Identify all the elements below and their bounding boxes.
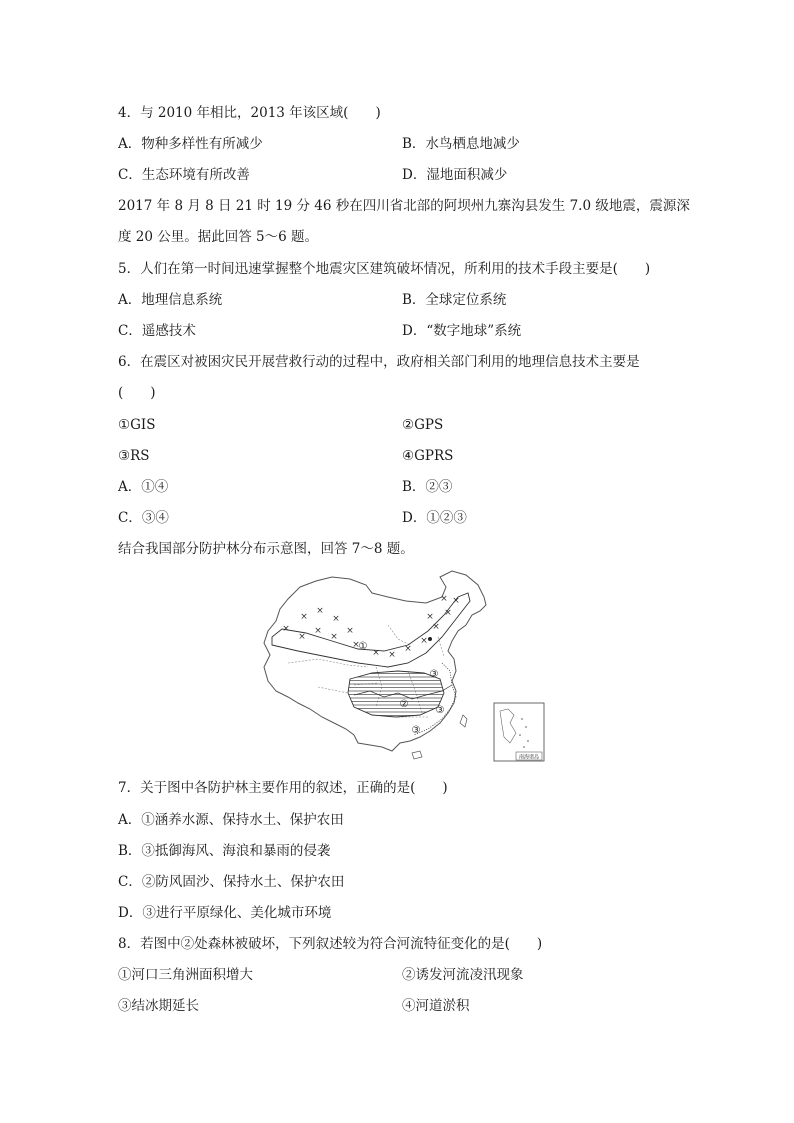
- q6-item-3: ③RS: [118, 448, 150, 464]
- q5-option-c: C．遥感技术: [118, 323, 196, 339]
- svg-text:×: ×: [300, 612, 308, 622]
- svg-text:×: ×: [298, 632, 306, 642]
- q7-option-a: A．①涵养水源、保持水土、保护农田: [118, 812, 344, 828]
- intro-7-8: 结合我国部分防护林分布示意图，回答 7～8 题。: [118, 541, 414, 557]
- svg-text:×: ×: [332, 614, 340, 624]
- hainan-island: [412, 751, 422, 759]
- svg-text:×: ×: [420, 636, 428, 646]
- q7-option-d: D．③进行平原绿化、美化城市环境: [118, 905, 332, 921]
- q5-option-d: D．“数字地球”系统: [402, 323, 522, 339]
- svg-text:×: ×: [346, 626, 354, 636]
- q7-option-c: C．②防风固沙、保持水土、保护农田: [118, 874, 345, 890]
- q6-stem-paren: ( ): [118, 385, 156, 401]
- q4-option-c: C．生态环境有所改善: [118, 167, 250, 183]
- svg-text:×: ×: [330, 632, 338, 642]
- q5-option-a: A．地理信息系统: [118, 292, 223, 308]
- q6-option-d: D．①②③: [402, 510, 467, 526]
- svg-text:×: ×: [388, 650, 396, 660]
- beijing-dot: [428, 637, 432, 641]
- svg-text:×: ×: [440, 594, 448, 604]
- q6-option-c: C．③④: [118, 510, 169, 526]
- taiwan-island: [460, 715, 467, 727]
- q7-option-b: B．③抵御海风、海浪和暴雨的侵袭: [118, 843, 331, 859]
- svg-text:×: ×: [426, 612, 434, 622]
- map-label-3-south: ③: [411, 725, 421, 736]
- q4-stem: 4．与 2010 年相比，2013 年该区域( ): [118, 105, 381, 121]
- map-label-2: ②: [399, 699, 409, 710]
- q6-stem: 6．在震区对被困灾民开展营救行动的过程中，政府相关部门利用的地理信息技术主要是: [118, 354, 640, 370]
- map-label-1: ①: [358, 641, 368, 652]
- q8-item-4: ④河道淤积: [402, 998, 470, 1014]
- q4-option-b: B．水鸟栖息地减少: [402, 136, 520, 152]
- q5-stem: 5．人们在第一时间迅速掌握整个地震灾区建筑破坏情况，所利用的技术手段主要是( ): [118, 261, 651, 277]
- china-shelterbelt-map: [258, 567, 548, 763]
- south-china-sea-inset: [494, 703, 544, 761]
- q8-item-3: ③结冰期延长: [118, 998, 199, 1014]
- svg-text:×: ×: [404, 644, 412, 654]
- inset-caption: 南海诸岛: [518, 754, 540, 761]
- intro-5-6-line2: 度 20 公里。据此回答 5～6 题。: [118, 229, 319, 245]
- q8-item-1: ①河口三角洲面积增大: [118, 967, 253, 983]
- intro-5-6-line1: 2017 年 8 月 8 日 21 时 19 分 46 秒在四川省北部的阿坝州九寨沟县发生 7.0 级地震，震源深: [118, 198, 690, 214]
- map-label-3-southeast: ③: [435, 705, 445, 716]
- svg-text:×: ×: [452, 596, 460, 606]
- q6-item-1: ①GIS: [118, 417, 156, 433]
- map-label-3-east: ③: [429, 669, 439, 680]
- svg-text:×: ×: [352, 640, 360, 650]
- q6-option-a: A．①④: [118, 479, 169, 495]
- q4-option-a: A．物种多样性有所减少: [118, 136, 263, 152]
- q7-stem: 7．关于图中各防护林主要作用的叙述，正确的是( ): [118, 780, 448, 796]
- q6-option-b: B．②③: [402, 479, 453, 495]
- svg-text:×: ×: [282, 624, 290, 634]
- svg-text:×: ×: [314, 626, 322, 636]
- q6-item-4: ④GPRS: [402, 448, 454, 464]
- q4-option-d: D．湿地面积减少: [402, 167, 508, 183]
- svg-text:×: ×: [432, 622, 440, 632]
- q5-option-b: B．全球定位系统: [402, 292, 507, 308]
- q6-item-2: ②GPS: [402, 417, 444, 433]
- q8-stem: 8．若图中②处森林被破坏，下列叙述较为符合河流特征变化的是( ): [118, 936, 543, 952]
- svg-text:×: ×: [316, 606, 324, 616]
- svg-text:×: ×: [444, 608, 452, 618]
- svg-text:×: ×: [372, 648, 380, 658]
- q8-item-2: ②诱发河流凌汛现象: [402, 967, 524, 983]
